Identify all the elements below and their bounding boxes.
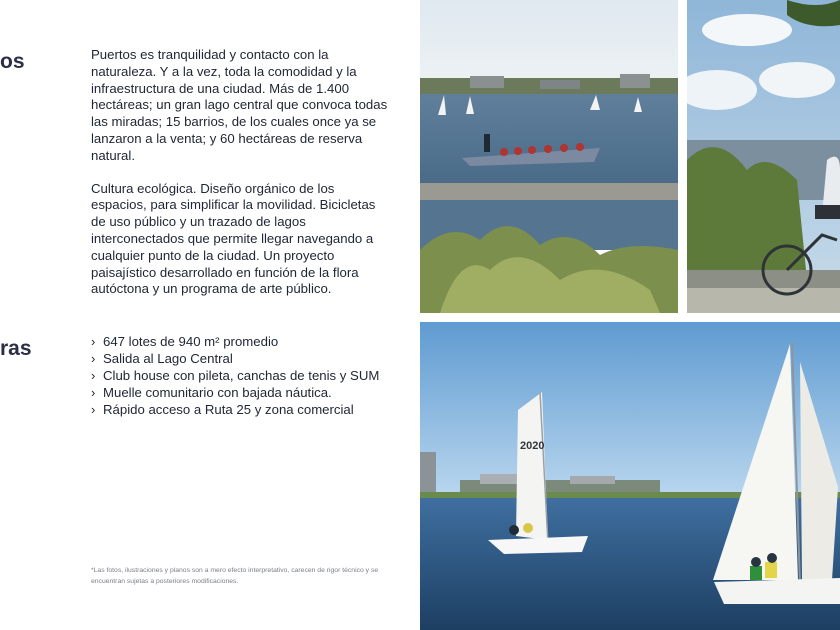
photo-sailboats: [420, 322, 840, 630]
chevron-right-icon: ›: [91, 402, 96, 417]
features-list: [91, 333, 411, 418]
section-heading-desarrollo: os: [0, 50, 25, 73]
feature-item: [91, 333, 411, 350]
feature-text: Club house con pileta, canchas de tenis y SUM: [103, 368, 380, 383]
sail-number: 2020: [520, 440, 545, 452]
feature-item: [91, 384, 411, 401]
chevron-right-icon: ›: [91, 368, 96, 383]
ecology-paragraph: Cultura ecológica. Diseño orgánico de los espacios, para simplificar la movilidad. Bicicletas de uso público y un trazado de lagos interconectados que permite llegar navegando a cualquier punto de la ciudad. Un proyecto paisajístico desarrollado en función de la flora autóctona y un programa de arte público.: [91, 180, 376, 297]
feature-text: Salida al Lago Central: [103, 351, 233, 366]
chevron-right-icon: ›: [91, 334, 96, 349]
photo-lake-rowing: [420, 0, 678, 313]
lake-rowing-image: [420, 0, 678, 313]
intro-paragraph: Puertos es tranquilidad y contacto con la naturaleza. Y a la vez, toda la comodidad y la infraestructura de una ciudad. Más de 1.400 hectáreas; un gran lago central que convoca todas las miradas; 15 barrios, de los cuales once ya se lanzaron a la venta; y 60 hectáreas de reserva natural.: [91, 47, 388, 163]
section-heading-amenities: ras: [0, 337, 32, 360]
chevron-right-icon: ›: [91, 385, 96, 400]
cyclist-image: [687, 0, 840, 313]
feature-item: [91, 367, 411, 384]
intro-text-block: [91, 47, 391, 314]
disclaimer-note: *Las fotos, ilustraciones y planos son a mero efecto interpretativo, carecen de rigor técnico y se encuentran sujetas a posteriores modificaciones.: [91, 567, 379, 585]
feature-text: Muelle comunitario con bajada náutica.: [103, 385, 332, 400]
photo-cyclist: [687, 0, 840, 313]
feature-text: 647 lotes de 940 m² promedio: [103, 334, 279, 349]
feature-item: [91, 401, 411, 418]
sailboats-image: [420, 322, 840, 630]
chevron-right-icon: ›: [91, 351, 96, 366]
feature-item: [91, 350, 411, 367]
feature-text: Rápido acceso a Ruta 25 y zona comercial: [103, 402, 354, 417]
